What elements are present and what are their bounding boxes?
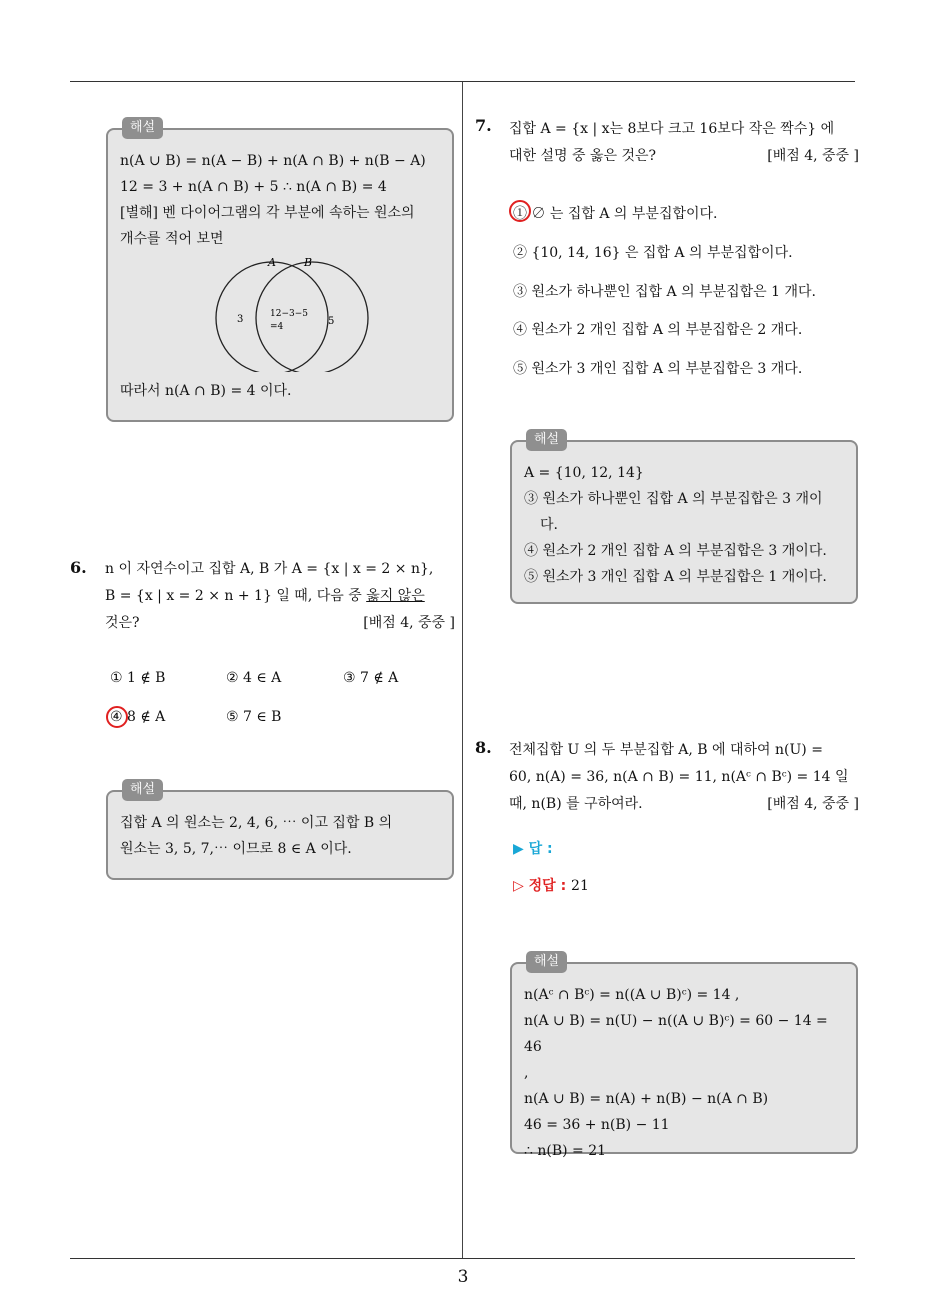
q7-line1: 집합 A = {x | x는 8보다 크고 16보다 작은 짝수} 에	[509, 121, 835, 137]
q6-option-1[interactable]: ① 1 ∉ B	[110, 670, 166, 686]
q6-answer-circle-mark	[106, 706, 128, 728]
q7-option-2[interactable]: ② {10, 14, 16} 은 집합 A 의 부분집합이다.	[513, 245, 793, 261]
venn-region-right: 5	[328, 316, 335, 327]
q7-option-5[interactable]: ⑤ 원소가 3 개인 집합 A 의 부분집합은 3 개다.	[513, 361, 803, 377]
venn-label-b: B	[304, 256, 313, 269]
venn-region-middle-1: 12−3−5	[270, 309, 308, 319]
sol8-line6: ∴ n(B) = 21	[524, 1143, 607, 1159]
q8-line3: 때, n(B) 를 구하여라. [배점 4, 중중 ]	[509, 791, 859, 818]
q6-text	[105, 556, 455, 637]
q8-correct-answer	[513, 875, 589, 895]
venn-region-middle-2: =4	[270, 322, 284, 332]
venn-diagram	[120, 252, 442, 372]
q6-line3: 것은? [배점 4, 중중 ]	[105, 610, 455, 637]
sol5-line4: 개수를 적어 보면	[120, 231, 224, 247]
solution-tag: 해설	[122, 779, 163, 801]
q8-line1: 전체집합 U 의 두 부분집합 A, B 에 대하여 n(U) =	[509, 742, 823, 758]
q6-number: 6.	[70, 558, 87, 577]
sol8-line2: n(A ∪ B) = n(U) − n((A ∪ B)ᶜ) = 60 − 14 = 46	[524, 1013, 828, 1055]
q8-text	[509, 737, 859, 818]
q8-answer-field[interactable]: ▶ 답 :	[513, 841, 553, 857]
solution-box-q8	[510, 954, 858, 1159]
q6-line2: B = {x | x = 2 × n + 1} 일 때, 다음 중 옳지 않은	[105, 588, 425, 604]
q7-meta: [배점 4, 중중 ]	[767, 148, 859, 164]
page-number: 3	[457, 1267, 469, 1287]
solution-tag: 해설	[122, 117, 163, 139]
q8-number: 8.	[475, 738, 492, 757]
venn-region-left: 3	[237, 314, 244, 325]
sol7-line1: A = {10, 12, 14}	[524, 465, 644, 481]
q8-line2: 60, n(A) = 36, n(A ∩ B) = 11, n(Aᶜ ∩ Bᶜ) = 14 일	[509, 769, 849, 785]
q7-number: 7.	[475, 116, 492, 135]
q7-line2: 대한 설명 중 옳은 것은? [배점 4, 중중 ]	[509, 143, 859, 170]
sol8-line4: n(A ∪ B) = n(A) + n(B) − n(A ∩ B)	[524, 1091, 769, 1107]
q6-line1: n 이 자연수이고 집합 A, B 가 A = {x | x = 2 × n},	[105, 561, 434, 577]
q6-option-4[interactable]: ④ 8 ∉ A	[110, 709, 166, 725]
solution-box-q7	[510, 432, 858, 604]
column-divider	[462, 82, 463, 1258]
sol6-line2: 원소는 3, 5, 7,⋯ 이므로 8 ∈ A 이다.	[120, 841, 352, 857]
q7-answer-circle-mark	[509, 200, 531, 222]
sol5-line2: 12 = 3 + n(A ∩ B) + 5 ∴ n(A ∩ B) = 4	[120, 179, 387, 195]
q7-option-1[interactable]: ① ∅ 는 집합 A 의 부분집합이다.	[513, 206, 718, 222]
sol8-line5: 46 = 36 + n(B) − 11	[524, 1117, 670, 1133]
sol7-line2: ③ 원소가 하나뿐인 집합 A 의 부분집합은 3 개이	[524, 491, 823, 507]
q6-option-2[interactable]: ② 4 ∈ A	[226, 670, 282, 686]
sol8-line1: n(Aᶜ ∩ Bᶜ) = n((A ∪ B)ᶜ) = 14 ,	[524, 987, 740, 1003]
q7-option-4[interactable]: ④ 원소가 2 개인 집합 A 의 부분집합은 2 개다.	[513, 322, 803, 338]
sol5-conclusion: 따라서 n(A ∩ B) = 4 이다.	[120, 383, 292, 399]
sol5-line1: n(A ∪ B) = n(A − B) + n(A ∩ B) + n(B − A)	[120, 153, 426, 169]
sol7-line3: 다.	[540, 517, 558, 533]
sol7-line4: ④ 원소가 2 개인 집합 A 의 부분집합은 3 개이다.	[524, 543, 827, 559]
sol5-line3: [별해] 벤 다이어그램의 각 부분에 속하는 원소의	[120, 205, 415, 221]
q8-meta: [배점 4, 중중 ]	[767, 796, 859, 812]
solution-box-q6	[106, 782, 454, 880]
sol7-line5: ⑤ 원소가 3 개인 집합 A 의 부분집합은 1 개이다.	[524, 569, 827, 585]
q6-underlined: 옳지 않은	[366, 588, 425, 604]
q7-option-3[interactable]: ③ 원소가 하나뿐인 집합 A 의 부분집합은 1 개다.	[513, 284, 816, 300]
sol6-line1: 집합 A 의 원소는 2, 4, 6, ⋯ 이고 집합 B 의	[120, 815, 393, 831]
q6-option-3[interactable]: ③ 7 ∉ A	[343, 670, 399, 686]
sol8-line3: ,	[524, 1065, 529, 1081]
solution-box-q5	[106, 120, 454, 422]
q7-text	[509, 116, 859, 170]
q6-meta: [배점 4, 중중 ]	[363, 615, 455, 631]
q8-correct-value: 21	[571, 878, 589, 894]
solution-tag: 해설	[526, 429, 567, 451]
q6-option-5[interactable]: ⑤ 7 ∈ B	[226, 709, 282, 725]
q8-correct-label: ▷ 정답 :	[513, 878, 567, 894]
bottom-rule	[70, 1258, 855, 1259]
solution-tag: 해설	[526, 951, 567, 973]
venn-label-a: A	[268, 256, 276, 269]
